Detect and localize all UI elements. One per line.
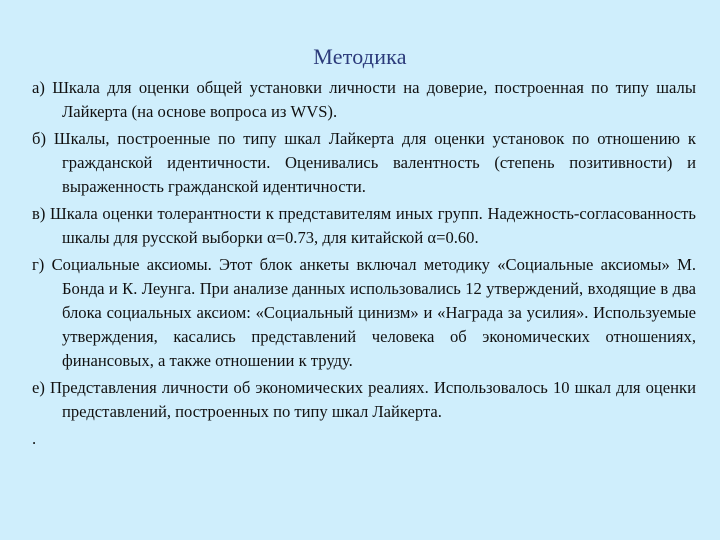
method-item-e: е) Представления личности об экономических реалиях. Использовалось 10 шкал для оценки представлений, построенных по типу шкал Лайкерта. [32,378,696,421]
method-item-v: в) Шкала оценки толерантности к представителям иных групп. Надежность-согласованность шкалы для русской выборки α=0.73, для китайской α=0.60. [32,204,696,247]
trailing-dot: . [32,429,37,448]
slide-content [32,76,696,454]
method-item-a: а) Шкала для оценки общей установки личности на доверие, построенная по типу шалы Лайкерта (на основе вопроса из WVS). [32,78,696,121]
method-item-b: б) Шкалы, построенные по типу шкал Лайкерта для оценки установок по отношению к гражданской идентичности. Оценивались валентность (степень позитивности) и выраженность гражданской идентичности. [32,129,696,196]
slide-title: Методика [313,44,407,69]
method-item-g: г) Социальные аксиомы. Этот блок анкеты включал методику «Социальные аксиомы» М. Бонда и К. Леунга. При анализе данных использовались 12 утверждений, входящие в два блока социальных аксиом: «Социальный цинизм» и «Награда за усилия». Используемые утверждения, касались представлений человека об экономических отношениях, финансовых, а также отношении к труду. [32,255,696,370]
